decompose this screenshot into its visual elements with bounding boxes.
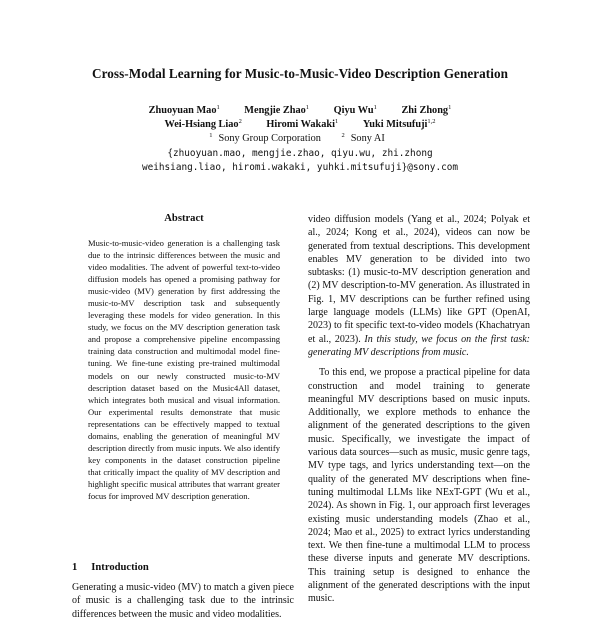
introduction-text: Generating a music-video (MV) to match a given piece of music is a challenging task due to the intrinsic differences between the music and video modalities. — [72, 582, 294, 620]
author-name: Zhuoyuan Mao — [148, 105, 217, 116]
author-affiliation-mark: 1 — [448, 104, 452, 111]
author-name: Qiyu Wu — [333, 105, 374, 116]
author — [164, 119, 241, 130]
author-name: Yuki Mitsufuji — [362, 119, 428, 130]
author-name: Wei-Hsiang Liao — [164, 119, 239, 130]
author — [334, 105, 377, 116]
abstract-heading: Abstract — [164, 213, 204, 224]
author-affiliation-mark: 1 — [373, 104, 377, 111]
author — [149, 105, 220, 116]
author-affiliation-mark: 2 — [238, 118, 242, 125]
paragraph — [308, 213, 530, 359]
affiliation-number: 1 — [209, 132, 213, 139]
author — [401, 105, 451, 116]
author-emails-line-2: weihsiang.liao, hiromi.wakaki, yuhki.mitsufuji}@sony.com — [141, 162, 459, 173]
affiliation — [341, 133, 390, 144]
section-heading-introduction — [72, 562, 149, 573]
affiliation-number: 2 — [341, 132, 345, 139]
author-name: Zhi Zhong — [401, 105, 449, 116]
author — [363, 119, 436, 130]
author-list-row-2 — [0, 118, 600, 130]
paragraph-text: video diffusion models (Yang et al., 2024; Polyak et al., 2024; Kong et al., 2024), videos can now be generated from textual descriptions. This development enables MV generation to be divided into two subtasks: (1) music-to-MV description generation and (2) MV description-to-MV generation. As illustrated in Fig. 1, MV descriptions can be further refined using large language models (LLMs) like GPT (OpenAI, 2023) to fit specific text-to-video models (Khachatryan et al., 2023). — [308, 214, 530, 345]
author-list-row-1 — [0, 104, 600, 116]
abstract-text: Music-to-music-video generation is a challenging task due to the intrinsic differences between the music and video modalities. The advent of powerful text-to-video diffusion models has opened a promising pathway for music-video (MV) generation by first addressing the music-to-MV description task and subsequently leveraging these models for video generation. In this study, we focus on the MV description generation task and propose a comprehensive pipeline encompassing training data construction and multimodal model fine-tuning. We fine-tune existing pre-trained multimodal models on our newly constructed music-to-MV description dataset based on the Music4All dataset, which integrates both musical and visual information. Our experimental results demonstrate that music representations can be effectively mapped to textual domains, enabling the generation of meaningful MV description directly from music inputs. We also identify key components in the dataset construction pipeline that critically impact the quality of MV description and highlight specific musical attributes that warrant greater focus for improved MV description generation. — [88, 238, 280, 501]
affiliation — [209, 133, 327, 144]
affiliation-name: Sony Group Corporation — [218, 133, 321, 144]
affiliation-name: Sony AI — [350, 133, 385, 144]
author-affiliation-mark: 1 — [305, 104, 310, 111]
author-affiliation-mark: 1,2 — [427, 118, 436, 125]
section-title: Introduction — [91, 562, 149, 573]
paragraph: To this end, we propose a practical pipeline for data construction and model training to generate meaningful MV descriptions based on music inputs. Additionally, we explore methods to enhance the alignment of the generated descriptions to the given music. Specifically, we investigate the impact of various data sources—such as music, music genre tags, MV type tags, and lyrics understanding text—on the quality of the generated MV descriptions when fine-tuning multimodal LLMs like NExT-GPT (Wu et al., 2024). As shown in Fig. 1, our approach first leverages existing music understanding models (Zhao et al., 2024; Mao et al., 2025) to extract lyrics understanding text. We then fine-tune a multimodal LLM to process these diverse inputs and generate MV descriptions. This training setup is designed to enhance the alignment of the generated descriptions with the input music. — [308, 367, 530, 605]
author-emails-line-1: {zhuoyuan.mao, mengjie.zhao, qiyu.wu, zhi.zhong — [167, 148, 433, 159]
section-number: 1 — [72, 562, 78, 573]
paper-title: Cross-Modal Learning for Music-to-Music-Video Description Generation — [92, 66, 508, 81]
author-name: Mengjie Zhao — [244, 105, 306, 116]
author — [244, 105, 309, 116]
author — [266, 119, 338, 130]
author-affiliation-mark: 1 — [334, 118, 339, 125]
author-name: Hiromi Wakaki — [266, 119, 335, 130]
paragraph-emphasis: In this study, we focus on the first task: generating MV descriptions from music. — [308, 333, 530, 358]
author-affiliation-mark: 1 — [216, 104, 220, 111]
right-column-text — [308, 213, 530, 606]
affiliations — [0, 132, 600, 144]
